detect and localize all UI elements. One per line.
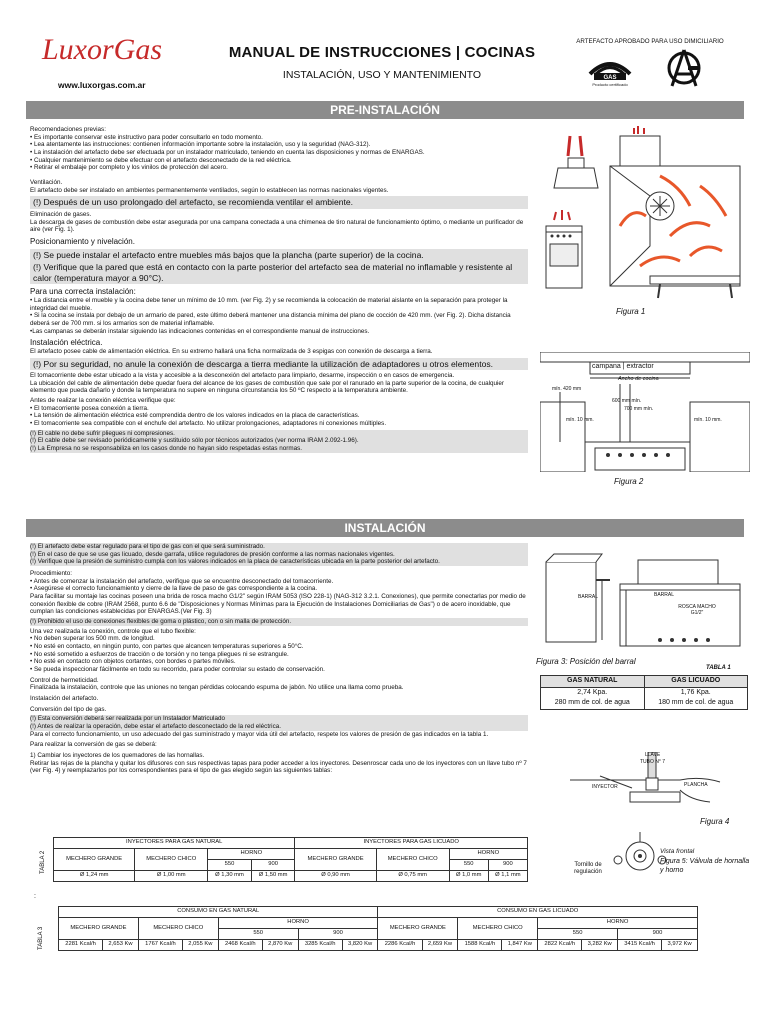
pos-warning-1: (!) Se puede instalar el artefacto entre muebles más bajos que la plancha (parte superior) de la cocina. (30, 249, 528, 261)
fig5-view-label: Vista frontal (660, 848, 695, 855)
table1-header: GAS NATURAL (541, 676, 645, 688)
pos-warning-2: (!) Verifique que la pared que está en contacto con la parte posterior del artefacto sea de material no inflamable y resistente al calor (temperatura mayor a 90°C). (30, 261, 528, 284)
t3-col: HORNO (538, 918, 698, 929)
fig5-tornillo-label: Tornillo de regulación (574, 862, 602, 876)
fig4-label: PLANCHA (684, 782, 708, 788)
elim-text: La descarga de gases de combustión debe estar asegurada por una campana conectada a una chimenea de tiro natural de funcionamiento óptimo, o mediante un purificador de aire (ver Fig. 1). (30, 218, 524, 234)
t2-nat-title: INYECTORES PARA GAS NATURAL (54, 838, 295, 849)
inst-warning: (!) En el caso de que se use gas licuado, desde garrafa, utilice reguladores de presión conforme a las normas nacionales vigentes. (30, 551, 528, 559)
table-2-injectors (53, 837, 528, 882)
t3-col: 900 (618, 929, 698, 940)
t3-col: 550 (218, 929, 298, 940)
pre-instalacion-content (30, 126, 528, 453)
conv-title: Conversión del tipo de gas. (30, 705, 107, 713)
t2-col: MECHERO CHICO (376, 849, 449, 871)
correct-item: •Las campanas se deberán instalar siguiendo las indicaciones contenidas en el correspondiente manual de instrucciones. (30, 327, 370, 335)
check-item: • El tomacorriente sea compatible con el enchufe del artefacto. No utilizar prolongaciones, adaptadores ni conexiones múltiples. (30, 420, 387, 428)
vent-warning: (!) Después de un uso prolongado del artefacto, se recomienda ventilar el ambiente. (30, 196, 528, 208)
website-url: www.luxorgas.com.ar (58, 80, 146, 90)
cable-warning: (!) El cable debe ser revisado periódicamente y sustituido sólo por técnicos autorizados (ver norma IRAM 2.092-1.96). (30, 437, 528, 445)
t3-cell: 3415 Kcal/h (618, 940, 662, 951)
elim-title: Eliminación de gases. (30, 210, 92, 218)
fig2-dim: mín. 420 mm (552, 386, 582, 392)
t2-col: HORNO (449, 849, 527, 860)
t2-col: 900 (251, 860, 295, 871)
t3-cell: 2,659 Kw (422, 940, 458, 951)
elec-warning: (!) Por su seguridad, no anule la conexión de descarga a tierra mediante la utilización de adaptadores u otros elementos. (30, 358, 528, 370)
vent-title: Ventilación. (30, 179, 63, 187)
t2-col: HORNO (208, 849, 295, 860)
flex-item: • No esté sometido a esfuerzos de tracción o de torsión y no tenga pliegues ni se estrangule. (30, 650, 289, 658)
step1-title: 1) Cambiar los inyectores de los quemadores de las hornallas. (30, 752, 205, 760)
t3-cell: 2281 Kcal/h (59, 940, 103, 951)
t3-cell: 2,653 Kw (103, 940, 139, 951)
fig4-label: LLAVE (645, 752, 661, 758)
t2-col: MECHERO CHICO (135, 849, 208, 871)
t2-lic-title: INYECTORES PARA GAS LICUADO (295, 838, 528, 849)
fig2-dim: 600 mm mín. (612, 398, 642, 404)
t3-cell: 2286 Kcal/h (378, 940, 422, 951)
t3-nat-title: CONSUMO EN GAS NATURAL (59, 907, 378, 918)
fig2-ancho-label: Ancho de cocina (618, 376, 659, 382)
t2-cell: Ø 1,1 mm (488, 871, 527, 882)
fig2-dim: mín. 10 mm. (694, 417, 722, 423)
instalacion-content (30, 543, 528, 775)
fig2-campana-label: campana | extractor (592, 363, 654, 370)
t3-cell: 3,820 Kw (342, 940, 378, 951)
table-2-label: TABLA 2 (40, 850, 46, 874)
seal-text: Finalizada la instalación, controle que las uniones no tengan pérdidas colocando espuma de jabón. No utilice una llama como prueba. (30, 684, 404, 692)
elec-text: El artefacto posee cable de alimentación eléctrica. En su extremo hallará una ficha normalizada de 3 espigas con conexión de descarga a tierra. (30, 347, 433, 355)
t2-cell: Ø 1,0 mm (449, 871, 488, 882)
inst-warning: (!) Verifique que la presión de suministro cumpla con los valores indicados en la placa de características ubicada en la parte posterior del artefacto. (30, 558, 528, 566)
check-item: • La tensión de alimentación eléctrica esté comprendida dentro de los valores indicados en la placa de características. (30, 412, 360, 420)
proc-item: • Antes de comenzar la instalación del artefacto, verifique que se encuentre desconectado del tomacorriente. (30, 577, 334, 585)
t2-col: 550 (449, 860, 488, 871)
flex-title: Una vez realizada la conexión, controle que el tubo flexible: (30, 627, 196, 635)
seal-title: Control de hermeticidad. (30, 676, 99, 684)
table1-cell: 1,76 Kpa. (644, 687, 748, 698)
correct-title: Para una correcta instalación: (30, 287, 136, 297)
elec-title: Instalación eléctrica. (30, 338, 103, 348)
approval-text: ARTEFACTO APROBADO PARA USO DIMICILIARIO (576, 38, 724, 45)
t2-cell: Ø 0,75 mm (376, 871, 449, 882)
section-banner-instalacion: INSTALACIÓN (26, 519, 744, 537)
t3-col: 550 (538, 929, 618, 940)
section-banner-pre-instalacion: PRE-INSTALACIÓN (26, 101, 744, 119)
flex-item: • No esté en contacto, en ningún punto, con partes que alcancen temperaturas superiores a 50°C. (30, 643, 304, 651)
rec-title: Recomendaciones previas: (30, 126, 106, 133)
table-3-label: TABLA 3 (38, 926, 44, 950)
t3-col: MECHERO GRANDE (59, 918, 139, 940)
t2-col: 550 (208, 860, 252, 871)
figure-4-caption: Figura 4 (700, 817, 730, 826)
flex-item: • No deben superar los 500 mm. de longitud. (30, 635, 155, 643)
fig3-label: BARRAL (578, 594, 599, 600)
cable-warning: (!) El cable no debe sufrir pliegues ni compresiones. (30, 430, 528, 438)
t3-col: 900 (298, 929, 378, 940)
t3-lic-title: CONSUMO EN GAS LICUADO (378, 907, 698, 918)
table-1-pressure (540, 675, 748, 710)
colon-mark: : (34, 893, 36, 900)
table1-cell: 180 mm de col. de agua (644, 698, 748, 709)
t3-cell: 1767 Kcal/h (138, 940, 182, 951)
t2-col: MECHERO GRANDE (54, 849, 135, 871)
seal-text: GAS (603, 75, 617, 81)
t3-cell: 1,847 Kw (502, 940, 538, 951)
proc-title: Procedimiento: (30, 570, 72, 578)
table-1-label: TABLA 1 (706, 665, 731, 671)
figure-3-illustration (540, 550, 750, 654)
pos-title: Posicionamiento y nivelación. (30, 236, 135, 246)
t2-col: 900 (488, 860, 527, 871)
t3-col: HORNO (218, 918, 378, 929)
page-title: MANUAL DE INSTRUCCIONES | COCINAS (228, 44, 536, 61)
table-3-consumption (58, 906, 698, 951)
t2-cell: Ø 1,00 mm (135, 871, 208, 882)
figure-5-caption: Figura 5: Válvula de hornalla y horno (660, 858, 750, 874)
correct-item: • La distancia entre el mueble y la cocina debe tener un mínimo de 10 mm. (ver Fig. 2) y se recomienda la colocación de material aislante en la separación para proteger la integridad del mueble. (30, 296, 508, 312)
t3-cell: 1588 Kcal/h (458, 940, 502, 951)
table1-cell: 280 mm de col. de agua (541, 698, 645, 709)
proc-item: Para facilitar su montaje las cocinas poseen una brida de rosca macho G1/2" según IRAM 5053 (ISO 228-1) (NAG-312 3.2.1. Conexiones), que permite conectarlas por medio de conexión flexible de cobre (IRAM 2568, punto 6.6 de "Disposiciones y Normas Mínimas para la Ejecución de Instalaciones Domiciliarias de Gas") o de acero inoxidable, que cumplan las condiciones establecidas por ENARGAS.(Ver Fig. 3) (30, 593, 526, 616)
check-title: Antes de realizar la conexión eléctrica verifique que: (30, 397, 176, 405)
cable-warning: (!) La Empresa no se responsabiliza en los casos donde no hayan sido respetadas estas normas. (30, 445, 528, 453)
flex-item: • Se pueda inspeccionar fácilmente en todo su recorrido, para poder controlar su estado de conservación. (30, 666, 325, 674)
fig2-dim: 700 mm mín. (624, 406, 654, 412)
vent-text: El artefacto debe ser instalado en ambientes permanentemente ventilados, según lo establecen las normas nacionales vigentes. (30, 186, 389, 194)
fig3-label: BARRAL (654, 592, 675, 598)
inst-warning: (!) El artefacto debe estar regulado para el tipo de gas con el que será suministrado. (30, 543, 528, 551)
fig4-label: TUBO N° 7 (640, 759, 666, 765)
table1-header: GAS LICUADO (644, 676, 748, 688)
svg-text:Producto certificado: Producto certificado (592, 82, 628, 87)
rec-item: • Retirar el embalaje por completo y los vinilos de protección del acero. (30, 164, 228, 172)
t2-cell: Ø 1,30 mm (208, 871, 252, 882)
rec-item: • La instalación del artefacto debe ser efectuada por un instalador matriculado, teniendo en cuenta las disposiciones y normas de ENARGAS. (30, 149, 425, 157)
elec-text-3: La ubicación del cable de alimentación debe quedar fuera del alcance de los gases de combustión que sale por el ranurado en la parte superior de la cocina, de cualquier elemento que pueda dañarlo y donde la temperatura no supere en ninguna circunstancia los 50 ºC respecto a la temperatura ambiente. (30, 379, 504, 395)
ag-mark-icon (664, 48, 704, 88)
t3-col: MECHERO GRANDE (378, 918, 458, 940)
t3-cell: 3,282 Kw (582, 940, 618, 951)
t3-col: MECHERO CHICO (138, 918, 218, 940)
page-subtitle: INSTALACIÓN, USO Y MANTENIMIENTO (282, 69, 482, 81)
fig4-label: INYECTOR (592, 784, 618, 790)
t2-cell: Ø 1,24 mm (54, 871, 135, 882)
fig2-dim: mín. 10 mm. (566, 417, 594, 423)
fig3-label: ROSCA MACHO G1/2" (678, 604, 716, 617)
conv-warning-1: (!) Esta conversión deberá ser realizada por un Instalador Matriculado (30, 715, 528, 723)
t3-col: MECHERO CHICO (458, 918, 538, 940)
rec-item: • Cualquier mantenimiento se debe efectuar con el artefacto desconectado de la red eléctrica. (30, 156, 292, 164)
check-item: • El tomacorriente posea conexión a tierra. (30, 404, 149, 412)
conv-text: Para el correcto funcionamiento, un uso adecuado del gas suministrado y mayor vida útil del artefacto, respete los valores de presión de gas indicados en la tabla 1. (30, 730, 489, 738)
gas-certification-seal (580, 52, 640, 88)
adapt-title: Instalación del artefacto. (30, 695, 99, 703)
figure-1-caption: Figura 1 (616, 307, 646, 316)
step1-text: Retirar las rejas de la plancha y quitar los difusores con sus respectivas tapas para poder acceder a los inyectores. Desenroscar cada uno de los inyectores con un llave tubo nº 7 (ver Fig. 4) y reemplazarlos por los correspondientes para el tipo de gas elegido según las siguientes tablas: (30, 759, 527, 775)
t3-cell: 2468 Kcal/h (218, 940, 262, 951)
figure-1-illustration (540, 126, 750, 306)
logo-text: LuxorGas (42, 34, 163, 66)
elec-text-2: El tomacorriente debe estar ubicado a la vista y accesible a la desconexión del artefacto para limpiarlo, desarme, inspección o en casos de emergencia. (30, 372, 455, 380)
rec-item: • Lea atentamente las instrucciones: contienen información importante sobre la instalación, uso y la seguridad (NAG-312). (30, 141, 371, 149)
luxorgas-logo (40, 34, 180, 68)
t2-cell: Ø 1,50 mm (251, 871, 295, 882)
rec-item: • Es importante conservar este instructivo para poder consultarlo en todo momento. (30, 133, 263, 141)
conv-warning-2: (!) Antes de realizar la operación, debe estar el artefacto desconectado de la red eléctrica. (30, 723, 528, 731)
proc-item: • Asegúrese el correcto funcionamiento y cierre de la llave de paso de gas correspondiente a la cocina. (30, 585, 318, 593)
conv-text-2: Para realizar la conversión de gas se deberá: (30, 741, 157, 749)
t3-cell: 2,055 Kw (183, 940, 219, 951)
t2-cell: Ø 0,90 mm (295, 871, 376, 882)
figure-2-caption: Figura 2 (614, 477, 644, 486)
t2-col: MECHERO GRANDE (295, 849, 376, 871)
flex-warning: (!) Prohibido el uso de conexiones flexibles de goma o plástico, con o sin malla de protección. (30, 618, 528, 626)
figure-3-caption: Figura 3: Posición del barral (536, 657, 636, 666)
t3-cell: 3285 Kcal/h (298, 940, 342, 951)
t3-cell: 2822 Kcal/h (538, 940, 582, 951)
table1-cell: 2,74 Kpa. (541, 687, 645, 698)
flex-item: • No esté en contacto con objetos cortantes, con bordes o partes móviles. (30, 658, 236, 666)
t3-cell: 2,870 Kw (262, 940, 298, 951)
t3-cell: 3,972 Kw (662, 940, 698, 951)
correct-item: • Si la cocina se instala por debajo de un armario de pared, este último deberá mantener una distancia mínima del plano de cocción de 420 mm. (ver Fig. 2). Dicha distancia deberá ser de 700 mm. si los armarios son de material inflamable. (30, 312, 511, 327)
